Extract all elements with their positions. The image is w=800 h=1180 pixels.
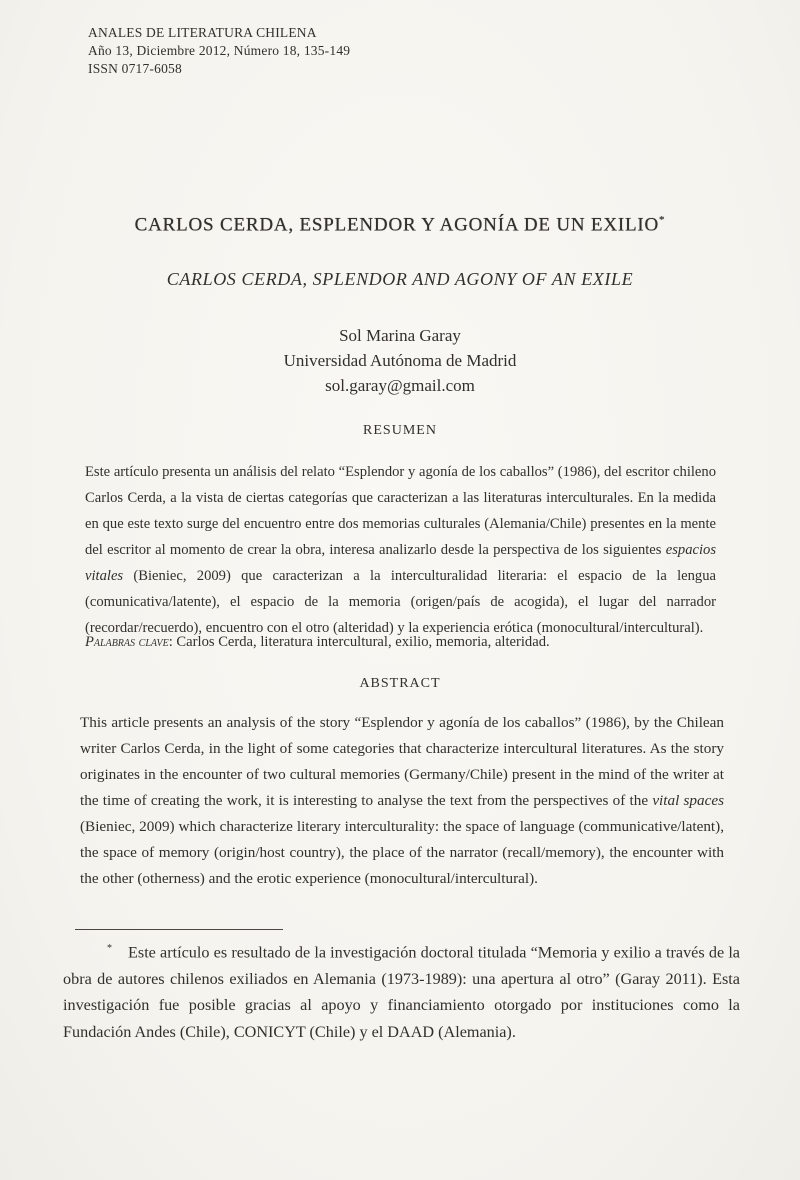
author-email: sol.garay@gmail.com (325, 376, 475, 395)
article-title-text: CARLOS CERDA, ESPLENDOR Y AGONÍA DE UN EXILIO (134, 214, 660, 236)
article-title-spanish (0, 214, 800, 236)
footnote-text: Este artículo es resultado de la investigación doctoral titulada “Memoria y exilio a través de la obra de autores chilenos exiliados en Alemania (1973-1989): una apertura al otro” (Garay 2011). Esta investigación fue posible gracias al apoyo y financiamiento otorgado por instituciones como la Fundación Andes (Chile), CONICYT (Chile) y el DAAD (Alemania). (63, 943, 740, 1041)
journal-issn-line: ISSN 0717-6058 (88, 61, 182, 76)
resumen-paragraph (85, 459, 716, 641)
keywords-line (85, 629, 716, 655)
abstract-text-before: This article presents an analysis of the story “Esplendor y agonía de los caballos” (1986), by the Chilean writer Carlos Cerda, in the light of some categories that characterize intercultural literatures. As the story originates in the encounter of two cultural memories (Germany/Chile) present in the mind of the writer at the time of creating the work, it is interesting to analyse the text from the perspectives of the (80, 714, 724, 809)
abstract-heading: ABSTRACT (359, 676, 441, 691)
abstract-text-after: (Bieniec, 2009) which characterize literary interculturality: the space of language (communicative/latent), the space of memory (origin/host country), the place of the narrator (recall/memory), the encounter with the other (otherness) and the erotic experience (monocultural/intercultural). (80, 818, 724, 887)
author-affiliation: Universidad Autónoma de Madrid (283, 351, 517, 370)
journal-issue-line: Año 13, Diciembre 2012, Número 18, 135-149 (88, 43, 351, 58)
journal-header (88, 24, 350, 78)
keywords-label: Palabras clave (85, 634, 169, 650)
footnote-separator-rule (75, 929, 283, 930)
author-name: Sol Marina Garay (339, 326, 461, 345)
article-title-english: CARLOS CERDA, SPLENDOR AND AGONY OF AN EXILE (166, 269, 634, 289)
resumen-text-before: Este artículo presenta un análisis del relato “Esplendor y agonía de los caballos” (1986), del escritor chileno Carlos Cerda, a la vista de ciertas categorías que caracterizan a las literaturas interculturales. En la medida en que este texto surge del encuentro entre dos memorias culturales (Alemania/Chile) presentes en la mente del escritor al momento de crear la obra, interesa analizarlo desde la perspectiva de los siguientes (85, 464, 716, 558)
author-block (0, 323, 800, 398)
resumen-heading: RESUMEN (363, 423, 437, 438)
abstract-paragraph (80, 710, 724, 892)
keywords-text: : Carlos Cerda, literatura intercultural, exilio, memoria, alteridad. (168, 634, 550, 650)
footnote-paragraph (63, 936, 740, 1045)
resumen-italic-phrase: espacios vitales (85, 542, 716, 584)
title-footnote-marker: * (659, 214, 666, 226)
abstract-italic-phrase: vital spaces (652, 792, 725, 809)
resumen-text-after: (Bieniec, 2009) que caracterizan a la interculturalidad literaria: el espacio de la lengua (comunicativa/latente), el espacio de la memoria (origen/país de acogida), el lugar del narrador (recordar/recuerdo), encuentro con el otro (alteridad) y la experiencia erótica (monocultural/intercultural). (85, 568, 716, 636)
footnote-marker: * (107, 943, 112, 954)
journal-name: ANALES DE LITERATURA CHILENA (88, 25, 317, 40)
